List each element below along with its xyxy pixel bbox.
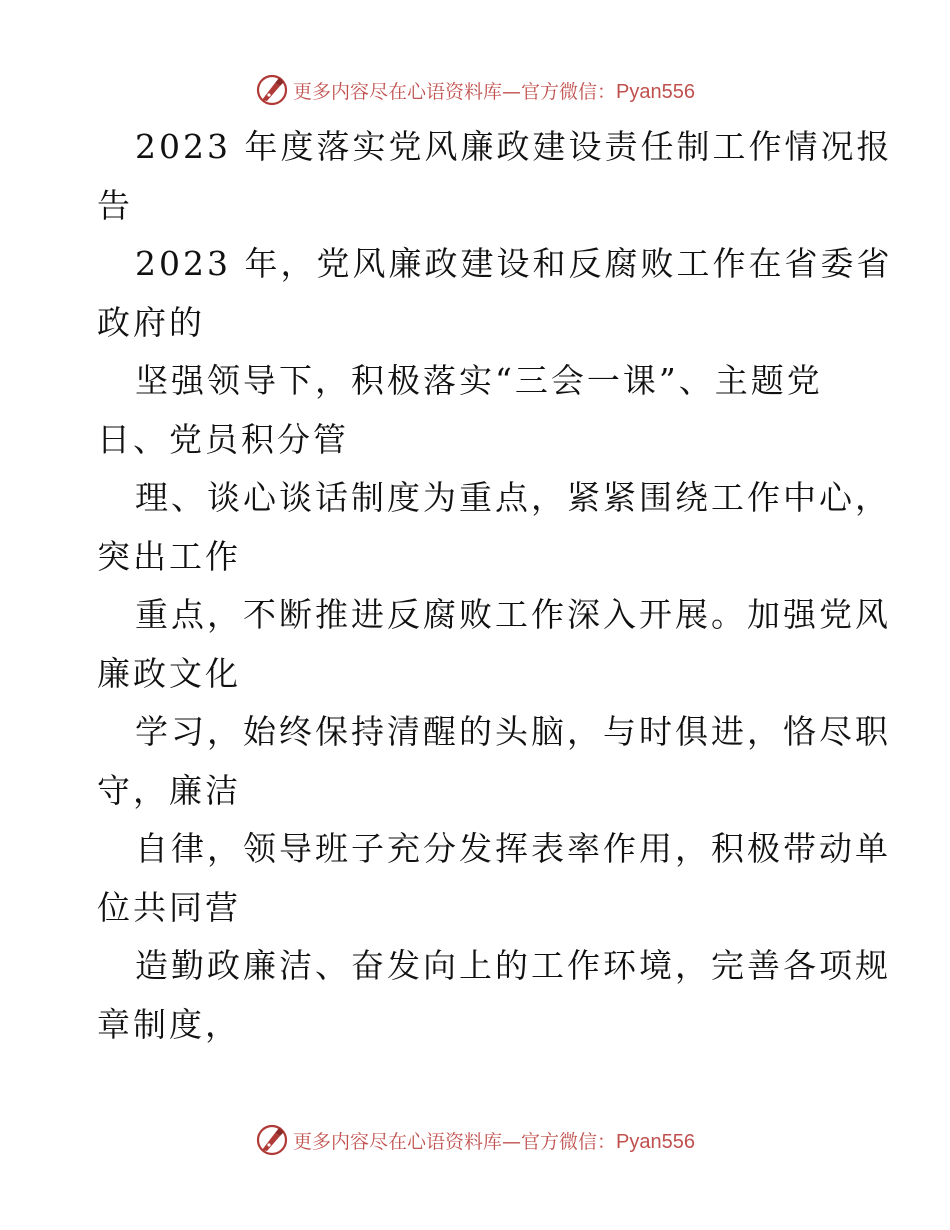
paragraph-line: 理、谈心谈话制度为重点，紧紧围绕工作中心， — [135, 478, 891, 517]
pen-nib-circle-icon — [255, 1123, 289, 1157]
paragraph-line: 造勤政廉洁、奋发向上的工作环境，完善各项规 — [135, 946, 891, 985]
paragraph-line: 政府的 — [97, 302, 205, 342]
paragraph-line: 位共同营 — [97, 887, 241, 927]
paragraph-line: 突出工作 — [97, 536, 241, 576]
paragraph-line: 日、党员积分管 — [97, 419, 349, 459]
paragraph-line: 2023 年，党风廉政建设和反腐败工作在省委省 — [135, 244, 893, 283]
footer-banner-text: 更多内容尽在心语资料库—官方微信：Pyan556 — [293, 1130, 695, 1153]
footer-banner — [0, 1120, 950, 1160]
wechat-handle: Pyan556 — [616, 80, 695, 103]
header-banner-text: 更多内容尽在心语资料库—官方微信：Pyan556 — [293, 80, 695, 103]
paragraph-line: 学习，始终保持清醒的头脑，与时俱进，恪尽职 — [135, 712, 891, 751]
wechat-handle: Pyan556 — [616, 1130, 695, 1153]
title-line-2: 告 — [97, 185, 133, 225]
header-banner — [0, 70, 950, 110]
document-body — [97, 118, 893, 1054]
paragraph-line: 守，廉洁 — [97, 770, 241, 810]
paragraph-line: 自律，领导班子充分发挥表率作用，积极带动单 — [135, 829, 891, 868]
paragraph-line: 重点，不断推进反腐败工作深入开展。加强党风 — [135, 595, 891, 634]
paragraph-line: 章制度， — [97, 1004, 241, 1044]
paragraph-line: 坚强领导下，积极落实“三会一课”、主题党 — [135, 361, 823, 400]
pen-nib-circle-icon — [255, 73, 289, 107]
title-line-1: 2023 年度落实党风廉政建设责任制工作情况报 — [135, 127, 893, 166]
paragraph-line: 廉政文化 — [97, 653, 241, 693]
